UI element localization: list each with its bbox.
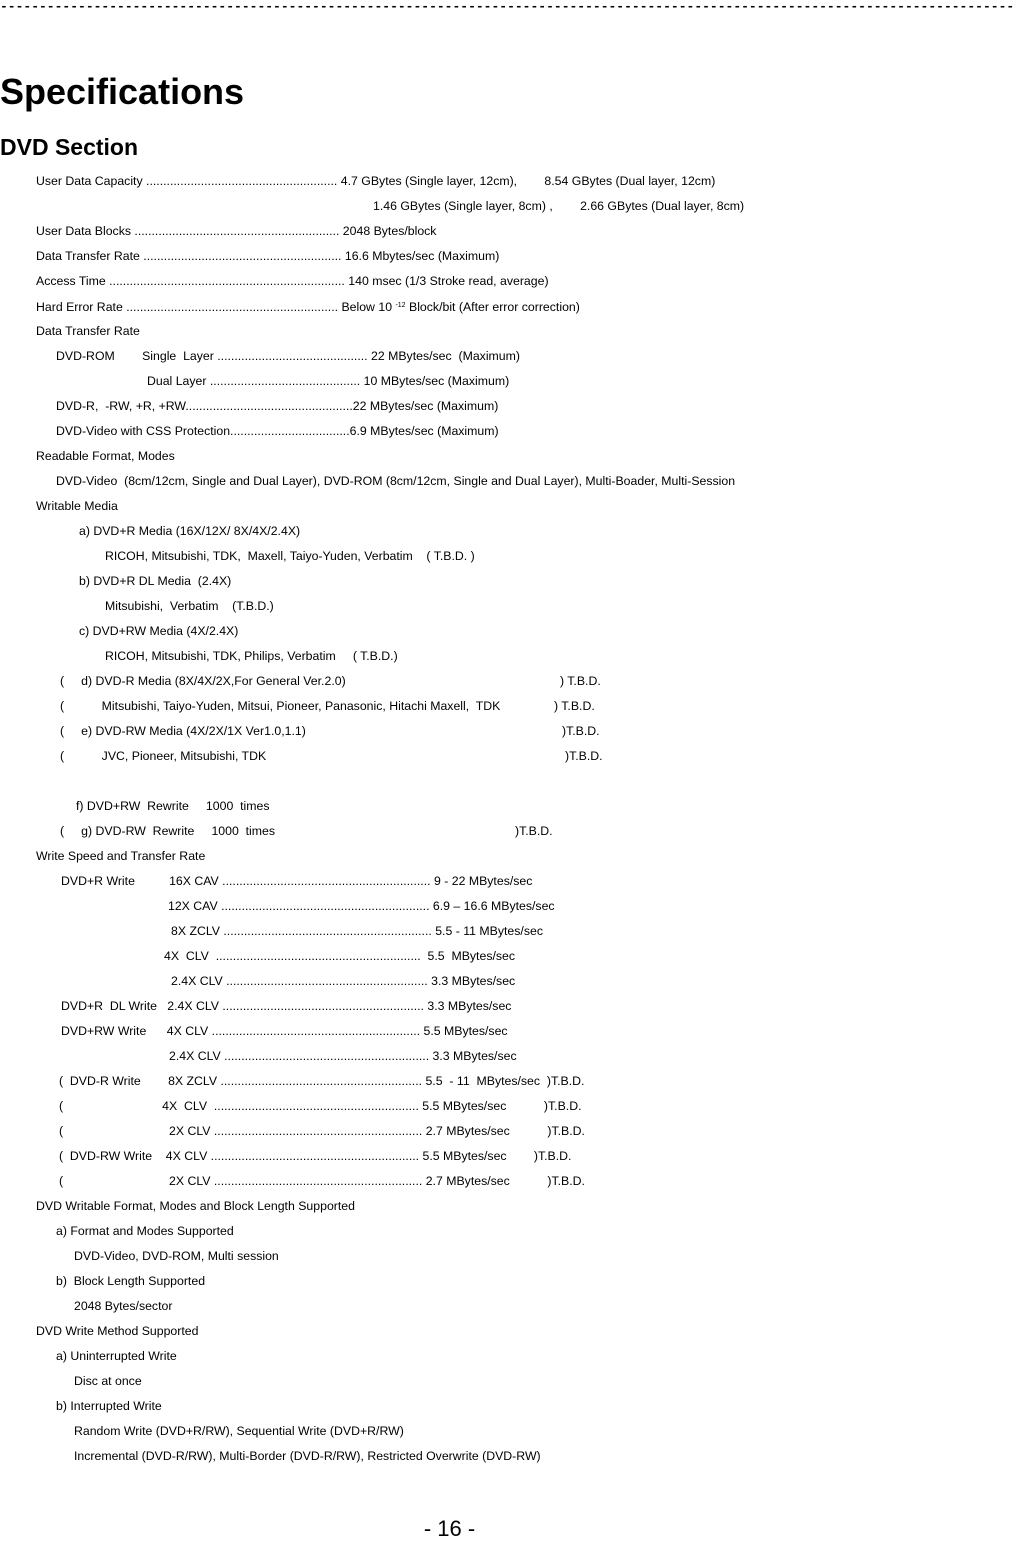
- spec-line: Readable Format, Modes: [36, 449, 175, 463]
- spec-line: RICOH, Mitsubishi, TDK, Maxell, Taiyo-Yuden, Verbatim ( T.B.D. ): [105, 549, 475, 563]
- page-title: Specifications: [0, 71, 245, 112]
- spec-line: ( d) DVD-R Media (8X/4X/2X,For General Ver.2.0): [60, 674, 346, 688]
- spec-line: Disc at once: [74, 1374, 142, 1388]
- spec-line: 2.4X CLV ........................................................... 3.3 MBytes/sec: [171, 974, 516, 988]
- spec-line: ( JVC, Pioneer, Mitsubishi, TDK: [60, 749, 267, 763]
- spec-line: ( 2X CLV ............................................................. 2.7 MBytes/sec )T.B.D.: [59, 1174, 585, 1188]
- section-heading: DVD Section: [0, 134, 139, 160]
- spec-line: DVD Writable Format, Modes and Block Length Supported: [36, 1199, 355, 1213]
- exponent: -12: [395, 302, 406, 309]
- spec-line: Incremental (DVD-R/RW), Multi-Border (DVD-R/RW), Restricted Overwrite (DVD-RW): [74, 1449, 541, 1463]
- spec-line: b) Block Length Supported: [56, 1274, 206, 1288]
- spec-line: 2048 Bytes/sector: [74, 1299, 173, 1313]
- spec-line: DVD-Video with CSS Protection...................................6.9 MBytes/sec (Maximum): [56, 424, 499, 438]
- spec-line: Data Transfer Rate: [36, 324, 140, 338]
- spec-line-tbd: )T.B.D.: [562, 724, 600, 738]
- spec-line: Write Speed and Transfer Rate: [36, 849, 206, 863]
- spec-line-part: Block/bit (After error correction): [409, 300, 580, 314]
- spec-line: b) Interrupted Write: [56, 1399, 162, 1413]
- spec-line: [36, 298, 580, 315]
- spec-line: 4X CLV ............................................................ 5.5 MBytes/sec: [164, 949, 516, 963]
- spec-line: Mitsubishi, Verbatim (T.B.D.): [105, 599, 274, 613]
- spec-line: 8X ZCLV ............................................................. 5.5 - 11 MBytes/sec: [171, 924, 543, 938]
- spec-line: ( Mitsubishi, Taiyo-Yuden, Mitsui, Pioneer, Panasonic, Hitachi Maxell, TDK: [60, 699, 501, 713]
- spec-line: ( DVD-RW Write 4X CLV ............................................................. 5.5 MBytes/sec )T.B.D.: [59, 1149, 572, 1163]
- spec-line: c) DVD+RW Media (4X/2.4X): [79, 624, 239, 638]
- spec-line: DVD-Video, DVD-ROM, Multi session: [74, 1249, 279, 1263]
- spec-line: DVD+R Write 16X CAV ............................................................. 9 - 22 MBytes/sec: [61, 874, 533, 888]
- top-dashed-rule: ----------------------------------------------------------------------------------------------------------------------------------: [0, 0, 1014, 14]
- spec-line-tbd: ) T.B.D.: [560, 674, 601, 688]
- spec-line: ( DVD-R Write 8X ZCLV ........................................................... 5.5 - 11 MBytes/sec )T.B.D.: [59, 1074, 585, 1088]
- spec-line: 2.4X CLV ............................................................ 3.3 MBytes/sec: [169, 1049, 517, 1063]
- spec-line: Writable Media: [36, 499, 118, 513]
- spec-line: a) Format and Modes Supported: [56, 1224, 234, 1238]
- spec-line: Random Write (DVD+R/RW), Sequential Write (DVD+R/RW): [74, 1424, 404, 1438]
- spec-line: Access Time ..................................................................... 140 msec (1/3 Stroke read, average): [36, 274, 549, 288]
- spec-line: DVD-Video (8cm/12cm, Single and Dual Layer), DVD-ROM (8cm/12cm, Single and Dual Layer), Multi-Boader, Multi-Session: [56, 474, 736, 488]
- spec-line-tbd: ) T.B.D.: [554, 699, 595, 713]
- spec-line: DVD Write Method Supported: [36, 1324, 199, 1338]
- spec-line: a) DVD+R Media (16X/12X/ 8X/4X/2.4X): [79, 524, 301, 538]
- spec-line: 12X CAV ............................................................. 6.9 – 16.6 MBytes/sec: [168, 899, 555, 913]
- spec-line-part: Hard Error Rate .............................................................. Below 10: [36, 300, 393, 314]
- spec-line: RICOH, Mitsubishi, TDK, Philips, Verbatim ( T.B.D.): [105, 649, 398, 663]
- spec-line: a) Uninterrupted Write: [56, 1349, 177, 1363]
- spec-line: Dual Layer ............................................ 10 MBytes/sec (Maximum): [147, 374, 510, 388]
- spec-line: f) DVD+RW Rewrite 1000 times: [76, 799, 270, 813]
- spec-line: DVD+RW Write 4X CLV ............................................................. 5.5 MBytes/sec: [61, 1024, 508, 1038]
- spec-line: User Data Capacity ........................................................ 4.7 GBytes (Single layer, 12cm), 8.54 GBytes (Dual layer, 12cm): [36, 174, 716, 188]
- spec-line: b) DVD+R DL Media (2.4X): [79, 574, 232, 588]
- page-number: - 16 -: [423, 1516, 476, 1541]
- spec-line: ( 4X CLV ............................................................ 5.5 MBytes/sec )T.B.D.: [59, 1099, 582, 1113]
- spec-line: DVD-ROM Single Layer ............................................ 22 MBytes/sec (Maximum): [56, 349, 520, 363]
- spec-line: 1.46 GBytes (Single layer, 8cm) , 2.66 GBytes (Dual layer, 8cm): [373, 199, 745, 213]
- spec-line: Data Transfer Rate .......................................................... 16.6 Mbytes/sec (Maximum): [36, 249, 500, 263]
- spec-line: User Data Blocks ............................................................ 2048 Bytes/block: [36, 224, 437, 238]
- spec-line-tbd: )T.B.D.: [565, 749, 603, 763]
- spec-line: DVD+R DL Write 2.4X CLV ........................................................... 3.3 MBytes/sec: [61, 999, 512, 1013]
- spec-line: ( g) DVD-RW Rewrite 1000 times: [60, 824, 276, 838]
- spec-line: ( e) DVD-RW Media (4X/2X/1X Ver1.0,1.1): [60, 724, 306, 738]
- spec-line: DVD-R, -RW, +R, +RW.................................................22 MBytes/sec (Maximum): [56, 399, 499, 413]
- spec-line-tbd: )T.B.D.: [515, 824, 553, 838]
- spec-line: ( 2X CLV ............................................................. 2.7 MBytes/sec )T.B.D.: [59, 1124, 585, 1138]
